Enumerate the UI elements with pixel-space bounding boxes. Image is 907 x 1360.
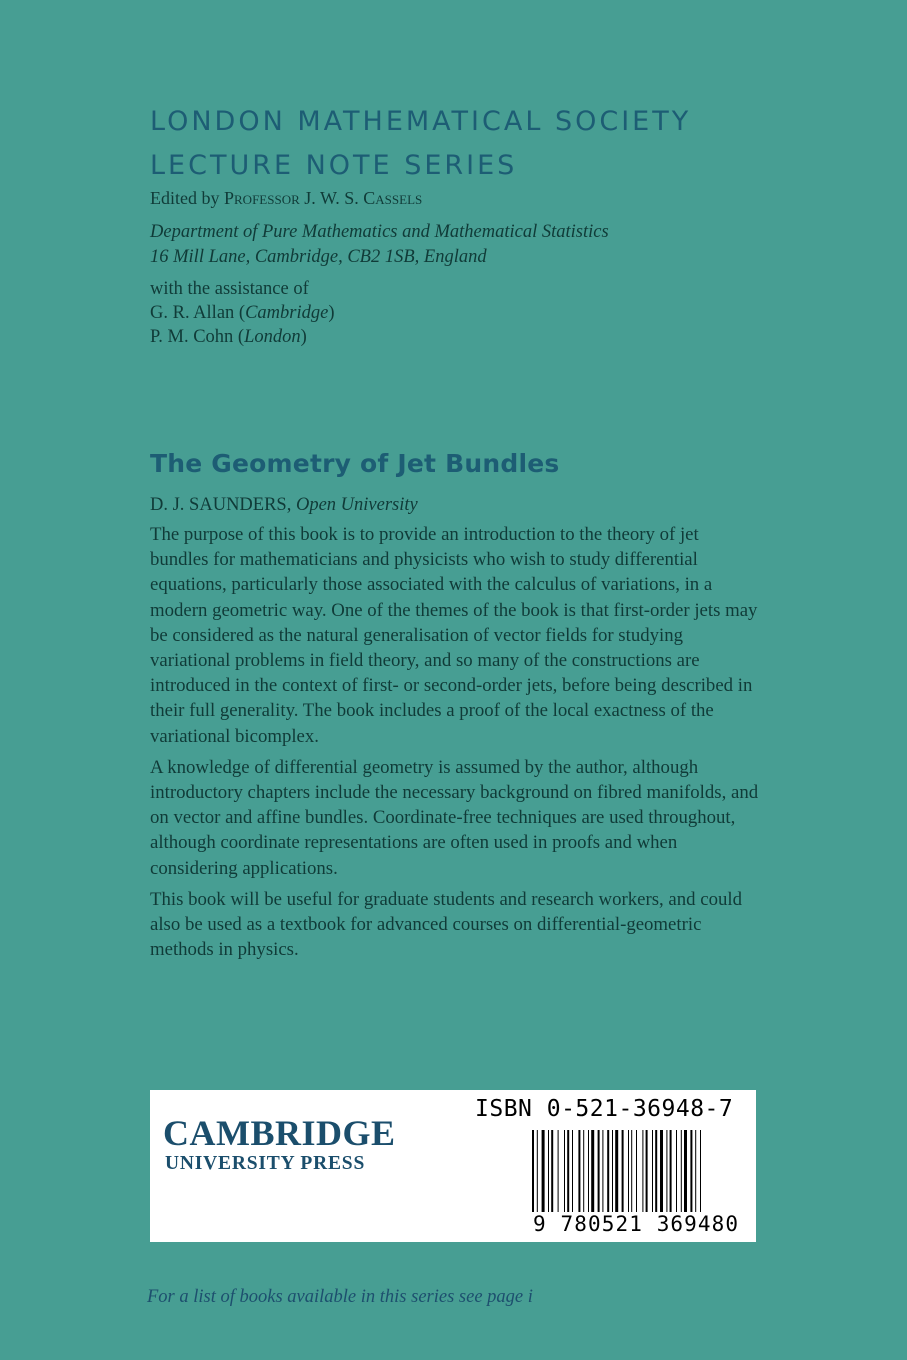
publisher-logo-subtitle: UNIVERSITY PRESS: [165, 1153, 366, 1174]
assistant-allan-close: ): [328, 303, 335, 323]
book-title: The Geometry of Jet Bundles: [150, 449, 560, 478]
description-paragraph-3: This book will be useful for graduate students and research workers, and could also be used as a textbook for advanced courses on differential-geometric methods in physics.: [150, 888, 742, 961]
assistant-cohn: [150, 325, 335, 349]
book-author: [150, 495, 418, 516]
department-address: [150, 220, 609, 270]
assistant-allan-name: G. R. Allan (: [150, 303, 246, 323]
assistance-block: [150, 277, 335, 349]
barcode-icon: [532, 1130, 742, 1212]
ean-number: 9 780521 369480: [533, 1212, 740, 1236]
author-name: D. J. SAUNDERS,: [150, 495, 296, 515]
department-line2: 16 Mill Lane, Cambridge, CB2 1SB, England: [150, 247, 487, 267]
series-title: [150, 100, 691, 188]
series-list-note: For a list of books available in this series see page i: [147, 1287, 533, 1307]
isbn-label: ISBN 0-521-36948-7: [475, 1096, 734, 1122]
book-description: [150, 522, 760, 968]
assistant-cohn-place: London: [244, 327, 301, 347]
assistance-intro: with the assistance of: [150, 279, 309, 299]
description-paragraph-2: A knowledge of differential geometry is assumed by the author, although introductory chapters include the necessary background on fibred manifolds, and on vector and affine bundles. Coordinate-free techniques are used throughout, although coordinate representations are often used in proofs and when considering applications.: [150, 756, 759, 879]
department-line1: Department of Pure Mathematics and Mathematical Statistics: [150, 222, 609, 242]
assistant-cohn-close: ): [300, 327, 307, 347]
editor-prefix: Edited by: [150, 188, 224, 208]
author-affiliation: Open University: [295, 495, 418, 515]
series-title-line2: LECTURE NOTE SERIES: [150, 150, 518, 181]
editor-line: [150, 188, 422, 209]
assistant-allan: [150, 301, 335, 325]
editor-name: Professor J. W. S. Cassels: [224, 188, 423, 208]
publisher-logo-name: CAMBRIDGE: [163, 1113, 396, 1153]
assistant-allan-place: Cambridge: [245, 303, 329, 323]
publisher-barcode-panel: [150, 1090, 756, 1242]
assistant-cohn-name: P. M. Cohn (: [150, 327, 245, 347]
description-paragraph-1: The purpose of this book is to provide an introduction to the theory of jet bundles for mathematicians and physicists who wish to study differential equations, particularly those associated with the calculus of variations, in a modern geometric way. One of the themes of the book is that first-order jets may be considered as the natural generalisation of vector fields for studying variational problems in field theory, and so many of the constructions are introduced in the context of first- or second-order jets, before being described in their full generality. The book includes a proof of the local exactness of the variational bicomplex.: [150, 524, 758, 747]
series-title-line1: LONDON MATHEMATICAL SOCIETY: [150, 106, 692, 137]
